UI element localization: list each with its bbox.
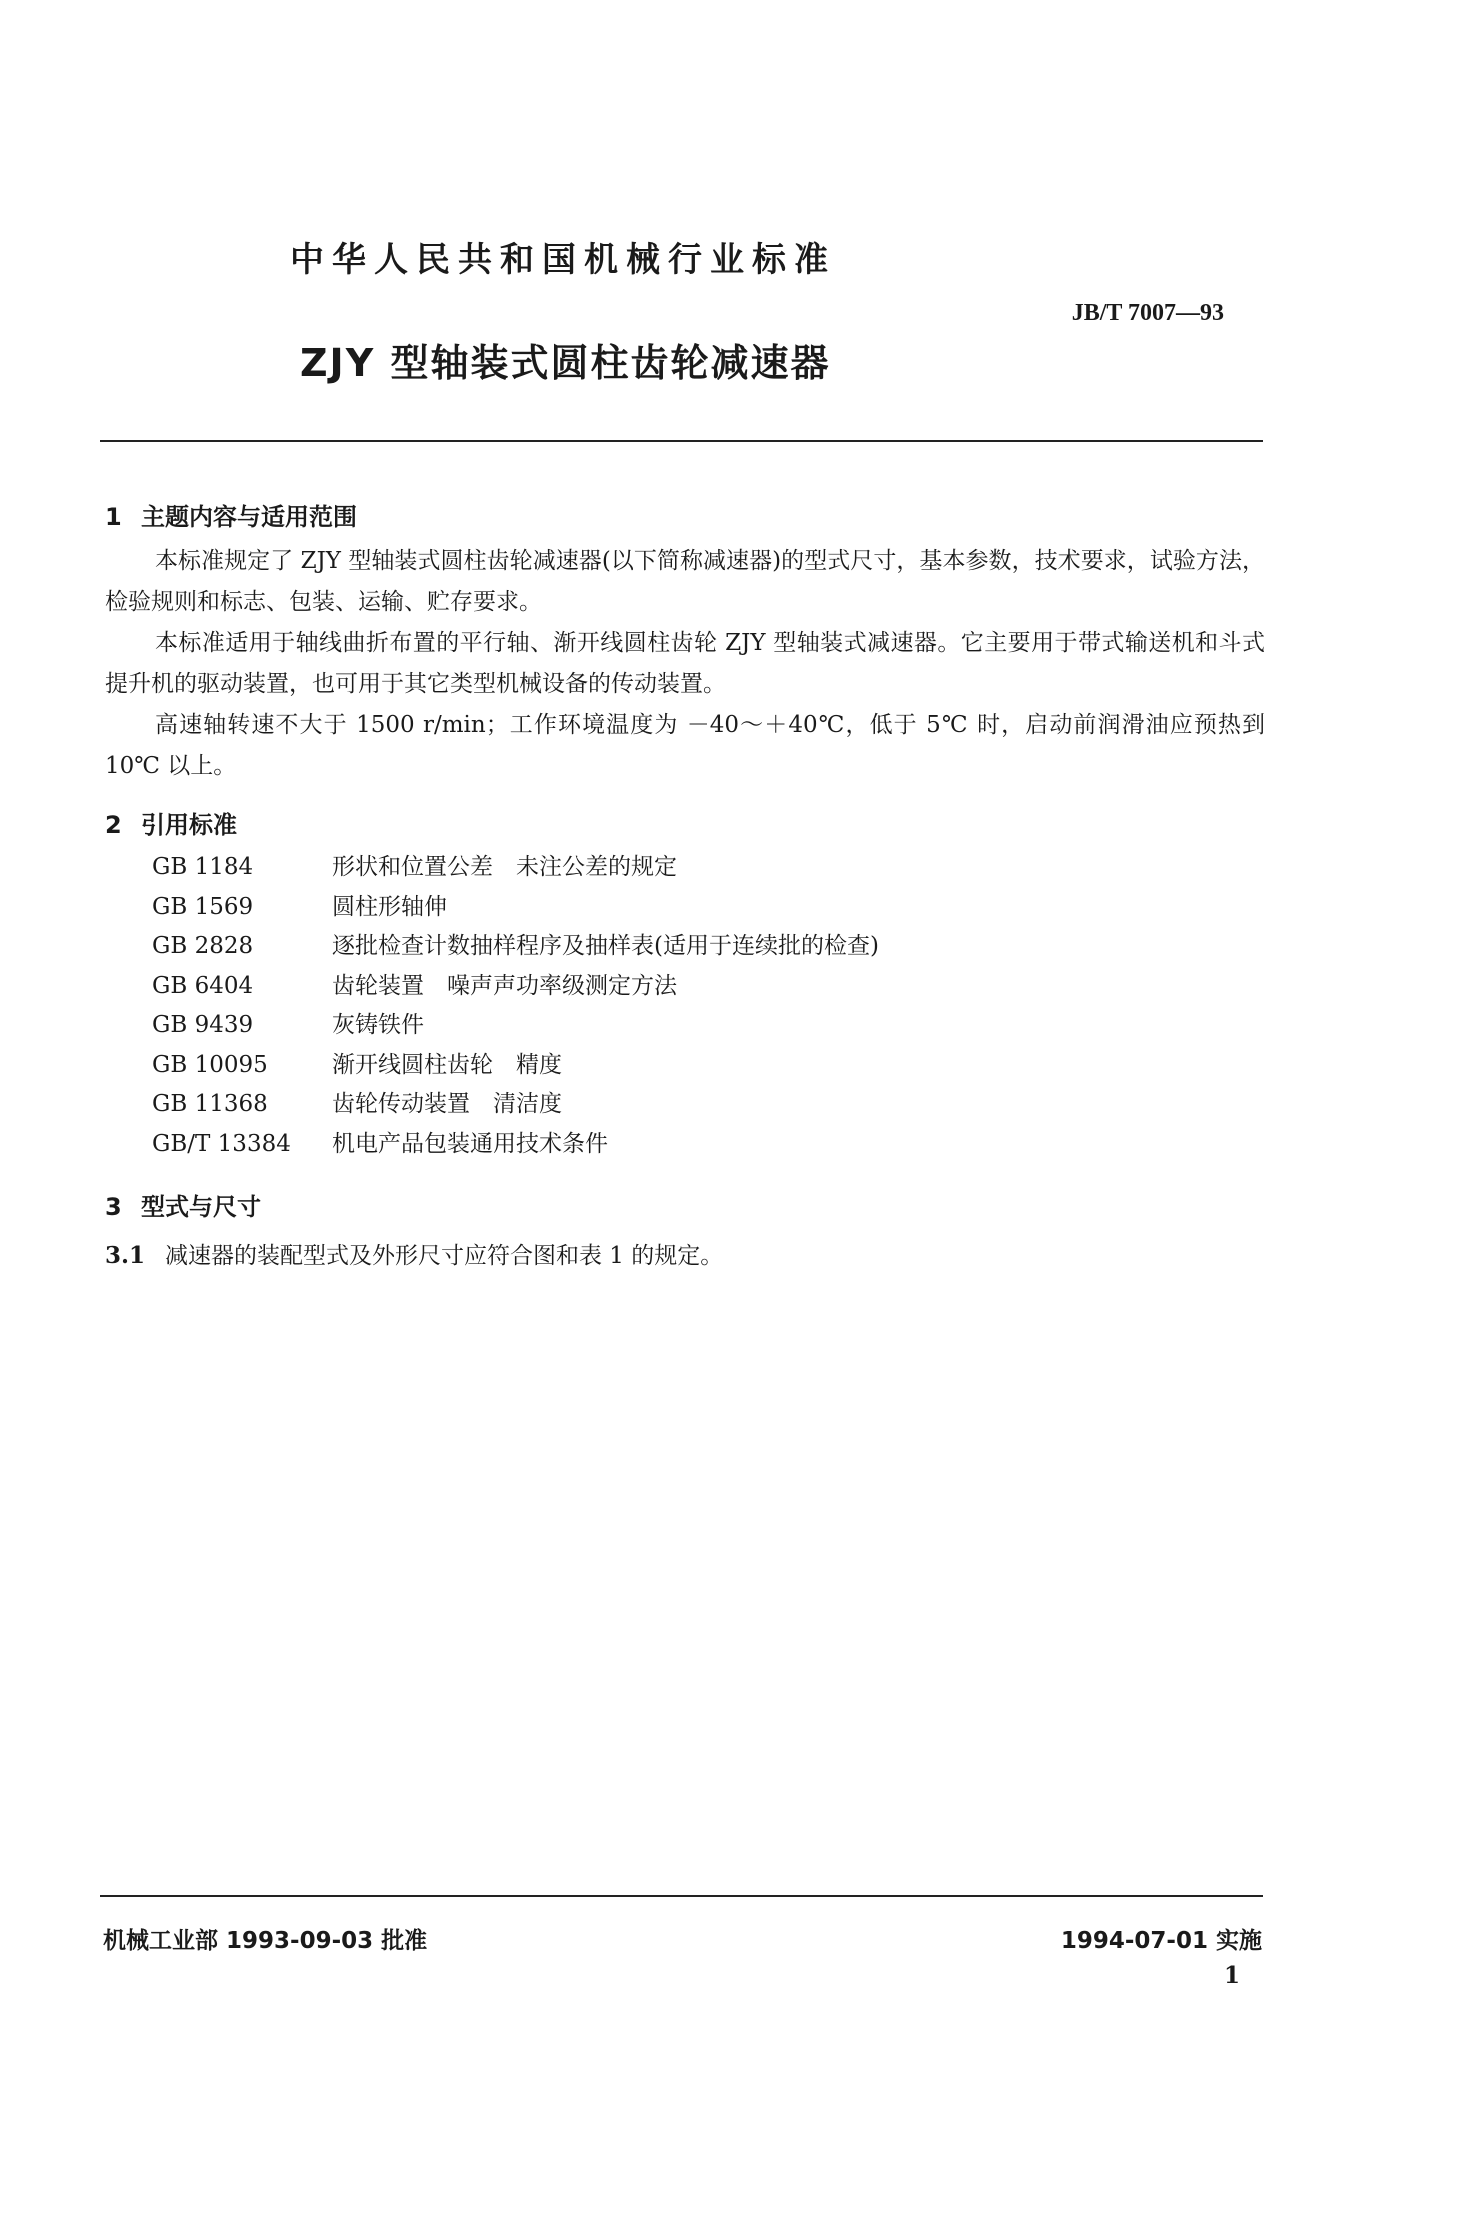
section-1-number: 1: [105, 503, 122, 531]
reference-code: GB 10095: [152, 1051, 268, 1078]
section-1-title: 主题内容与适用范围: [141, 503, 357, 531]
section-1-paragraph-3: 高速轴转速不大于 1500 r/min；工作环境温度为 －40～＋40℃，低于 5℃ 时，启动前润滑油应预热到 10℃ 以上。: [105, 712, 1265, 779]
section-3-heading: [105, 1187, 261, 1222]
reference-list: [152, 848, 879, 1164]
section-2-heading: [105, 805, 237, 840]
reference-row: [152, 1085, 879, 1125]
reference-code: GB 1184: [152, 854, 254, 880]
reference-code: GB 6404: [152, 972, 254, 999]
section-2-number: 2: [105, 811, 122, 839]
section-3-number: 3: [105, 1193, 122, 1221]
reference-code: GB 9439: [152, 1012, 254, 1038]
reference-code: GB 1569: [152, 893, 254, 920]
reference-row: [152, 967, 879, 1007]
reference-name: 齿轮传动装置 清洁度: [332, 1091, 562, 1117]
reference-row: [152, 927, 879, 967]
reference-code: GB 2828: [152, 933, 254, 959]
implementation-date: 1994-07-01 实施: [1060, 1928, 1262, 1954]
reference-name: 机电产品包装通用技术条件: [332, 1130, 608, 1157]
top-divider: [100, 440, 1263, 442]
reference-name: 圆柱形轴伸: [332, 893, 447, 920]
standard-title: 中华人民共和国机械行业标准: [290, 240, 836, 280]
clause-3-1: [105, 1237, 723, 1270]
section-3-title: 型式与尺寸: [141, 1193, 261, 1221]
reference-name: 逐批检查计数抽样程序及抽样表(适用于连续批的检查): [332, 933, 879, 959]
reference-name: 灰铸铁件: [332, 1012, 424, 1038]
reference-name: 齿轮装置 噪声声功率级测定方法: [332, 972, 677, 999]
approval-line: 机械工业部 1993-09-03 批准: [103, 1928, 428, 1954]
bottom-divider: [100, 1895, 1263, 1897]
section-1-paragraph-1: 本标准规定了 ZJY 型轴装式圆柱齿轮减速器(以下简称减速器)的型式尺寸，基本参数，技术要求，试验方法，检验规则和标志、包装、运输、贮存要求。: [105, 548, 1265, 615]
document-title: ZJY 型轴装式圆柱齿轮减速器: [300, 341, 831, 385]
reference-row: [152, 1046, 879, 1086]
section-2-title: 引用标准: [141, 811, 237, 839]
reference-name: 形状和位置公差 未注公差的规定: [332, 854, 677, 880]
reference-row: [152, 848, 879, 888]
standard-code: JB/T 7007—93: [1071, 300, 1224, 326]
section-1-heading: [105, 497, 357, 532]
reference-code: GB/T 13384: [152, 1130, 291, 1157]
reference-name: 渐开线圆柱齿轮 精度: [332, 1051, 562, 1078]
section-1-paragraph-2: 本标准适用于轴线曲折布置的平行轴、渐开线圆柱齿轮 ZJY 型轴装式减速器。它主要用于带式输送机和斗式提升机的驱动装置，也可用于其它类型机械设备的传动装置。: [105, 630, 1265, 697]
reference-row: [152, 888, 879, 928]
reference-row: [152, 1006, 879, 1046]
reference-row: [152, 1125, 879, 1165]
reference-code: GB 11368: [152, 1091, 268, 1117]
page-number: 1: [1223, 1962, 1240, 1989]
clause-number: 3.1: [105, 1242, 146, 1269]
clause-text: 减速器的装配型式及外形尺寸应符合图和表 1 的规定。: [165, 1243, 724, 1269]
